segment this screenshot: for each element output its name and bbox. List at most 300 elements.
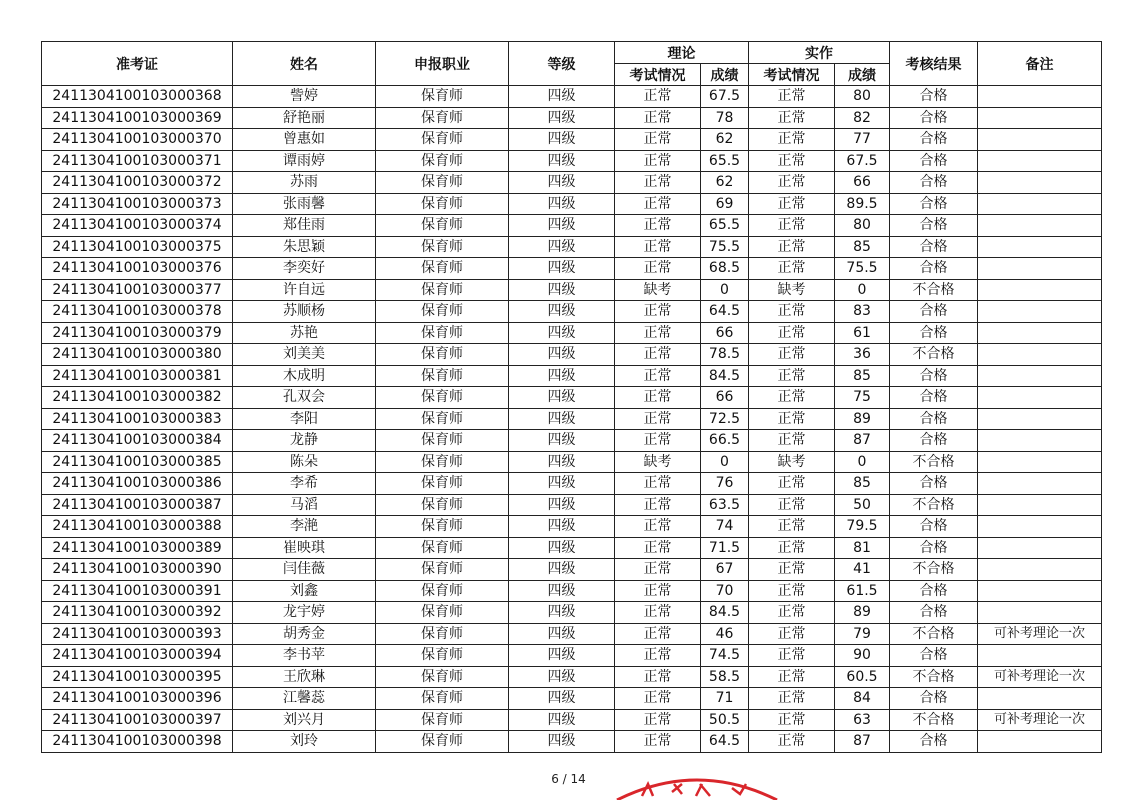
header-name: 姓名 <box>233 42 376 86</box>
cell-theory-score: 0 <box>701 451 749 473</box>
cell-practice-score: 82 <box>835 107 890 129</box>
cell-practice-score: 61.5 <box>835 580 890 602</box>
cell-id: 2411304100103000374 <box>42 215 233 237</box>
cell-theory-status: 正常 <box>615 258 701 280</box>
cell-result: 合格 <box>890 301 978 323</box>
cell-level: 四级 <box>509 215 615 237</box>
cell-result: 不合格 <box>890 279 978 301</box>
cell-occupation: 保育师 <box>376 731 509 753</box>
cell-name: 朱思颖 <box>233 236 376 258</box>
cell-occupation: 保育师 <box>376 107 509 129</box>
cell-theory-status: 正常 <box>615 537 701 559</box>
cell-theory-score: 58.5 <box>701 666 749 688</box>
cell-result: 合格 <box>890 537 978 559</box>
cell-remark <box>978 580 1102 602</box>
cell-level: 四级 <box>509 365 615 387</box>
cell-theory-status: 正常 <box>615 602 701 624</box>
cell-name: 李奕好 <box>233 258 376 280</box>
cell-occupation: 保育师 <box>376 408 509 430</box>
cell-name: 李阳 <box>233 408 376 430</box>
header-result: 考核结果 <box>890 42 978 86</box>
cell-result: 合格 <box>890 150 978 172</box>
cell-theory-status: 正常 <box>615 516 701 538</box>
cell-theory-status: 正常 <box>615 430 701 452</box>
cell-name: 李书苹 <box>233 645 376 667</box>
cell-id: 2411304100103000378 <box>42 301 233 323</box>
cell-theory-status: 正常 <box>615 107 701 129</box>
cell-name: 许自远 <box>233 279 376 301</box>
cell-practice-status: 正常 <box>749 473 835 495</box>
cell-id: 2411304100103000383 <box>42 408 233 430</box>
cell-theory-status: 正常 <box>615 387 701 409</box>
cell-occupation: 保育师 <box>376 344 509 366</box>
cell-name: 孔双会 <box>233 387 376 409</box>
cell-name: 刘鑫 <box>233 580 376 602</box>
cell-theory-score: 67 <box>701 559 749 581</box>
cell-name: 刘玲 <box>233 731 376 753</box>
cell-name: 舒艳丽 <box>233 107 376 129</box>
cell-practice-score: 80 <box>835 86 890 108</box>
cell-result: 合格 <box>890 516 978 538</box>
cell-occupation: 保育师 <box>376 258 509 280</box>
cell-name: 江馨蕊 <box>233 688 376 710</box>
cell-occupation: 保育师 <box>376 473 509 495</box>
cell-practice-score: 89 <box>835 602 890 624</box>
cell-theory-status: 正常 <box>615 623 701 645</box>
cell-result: 合格 <box>890 430 978 452</box>
cell-practice-score: 87 <box>835 731 890 753</box>
cell-occupation: 保育师 <box>376 193 509 215</box>
cell-id: 2411304100103000385 <box>42 451 233 473</box>
cell-theory-score: 75.5 <box>701 236 749 258</box>
cell-practice-score: 89 <box>835 408 890 430</box>
cell-level: 四级 <box>509 559 615 581</box>
cell-result: 合格 <box>890 473 978 495</box>
cell-practice-status: 缺考 <box>749 451 835 473</box>
cell-level: 四级 <box>509 430 615 452</box>
cell-practice-score: 81 <box>835 537 890 559</box>
cell-theory-status: 正常 <box>615 365 701 387</box>
cell-theory-score: 71.5 <box>701 537 749 559</box>
cell-occupation: 保育师 <box>376 86 509 108</box>
cell-id: 2411304100103000368 <box>42 86 233 108</box>
cell-name: 苏顺杨 <box>233 301 376 323</box>
cell-result: 合格 <box>890 258 978 280</box>
cell-theory-score: 66 <box>701 322 749 344</box>
cell-result: 不合格 <box>890 344 978 366</box>
cell-level: 四级 <box>509 408 615 430</box>
cell-practice-score: 75 <box>835 387 890 409</box>
cell-id: 2411304100103000392 <box>42 602 233 624</box>
cell-id: 2411304100103000376 <box>42 258 233 280</box>
cell-occupation: 保育师 <box>376 301 509 323</box>
cell-result: 合格 <box>890 236 978 258</box>
cell-remark <box>978 451 1102 473</box>
cell-result: 合格 <box>890 580 978 602</box>
cell-occupation: 保育师 <box>376 129 509 151</box>
cell-theory-status: 正常 <box>615 322 701 344</box>
table-row <box>42 731 1102 753</box>
table-row <box>42 129 1102 151</box>
cell-occupation: 保育师 <box>376 494 509 516</box>
cell-practice-status: 正常 <box>749 688 835 710</box>
cell-result: 不合格 <box>890 451 978 473</box>
cell-theory-score: 64.5 <box>701 301 749 323</box>
cell-result: 合格 <box>890 408 978 430</box>
cell-practice-score: 83 <box>835 301 890 323</box>
cell-theory-status: 正常 <box>615 709 701 731</box>
cell-practice-status: 正常 <box>749 516 835 538</box>
cell-practice-score: 79.5 <box>835 516 890 538</box>
table-row <box>42 666 1102 688</box>
cell-theory-status: 正常 <box>615 494 701 516</box>
cell-occupation: 保育师 <box>376 580 509 602</box>
cell-remark: 可补考理论一次 <box>978 666 1102 688</box>
table-row <box>42 494 1102 516</box>
table-row <box>42 279 1102 301</box>
cell-id: 2411304100103000397 <box>42 709 233 731</box>
cell-practice-status: 正常 <box>749 666 835 688</box>
cell-id: 2411304100103000388 <box>42 516 233 538</box>
cell-occupation: 保育师 <box>376 623 509 645</box>
cell-theory-score: 65.5 <box>701 150 749 172</box>
cell-practice-score: 63 <box>835 709 890 731</box>
cell-level: 四级 <box>509 107 615 129</box>
cell-occupation: 保育师 <box>376 387 509 409</box>
cell-remark <box>978 602 1102 624</box>
cell-occupation: 保育师 <box>376 279 509 301</box>
cell-theory-score: 72.5 <box>701 408 749 430</box>
header-practice: 实作 <box>749 42 890 64</box>
page-number: 6 / 14 <box>551 772 586 786</box>
cell-practice-score: 50 <box>835 494 890 516</box>
cell-practice-status: 正常 <box>749 129 835 151</box>
cell-result: 合格 <box>890 129 978 151</box>
cell-result: 合格 <box>890 387 978 409</box>
cell-name: 刘兴月 <box>233 709 376 731</box>
cell-practice-score: 41 <box>835 559 890 581</box>
cell-practice-status: 正常 <box>749 537 835 559</box>
cell-result: 合格 <box>890 602 978 624</box>
cell-practice-score: 36 <box>835 344 890 366</box>
cell-id: 2411304100103000373 <box>42 193 233 215</box>
cell-practice-status: 正常 <box>749 258 835 280</box>
cell-occupation: 保育师 <box>376 645 509 667</box>
cell-theory-status: 正常 <box>615 731 701 753</box>
cell-practice-score: 79 <box>835 623 890 645</box>
cell-practice-score: 66 <box>835 172 890 194</box>
cell-occupation: 保育师 <box>376 365 509 387</box>
cell-name: 苏雨 <box>233 172 376 194</box>
cell-theory-score: 64.5 <box>701 731 749 753</box>
cell-remark <box>978 172 1102 194</box>
cell-level: 四级 <box>509 279 615 301</box>
cell-theory-score: 46 <box>701 623 749 645</box>
cell-level: 四级 <box>509 516 615 538</box>
cell-practice-status: 正常 <box>749 365 835 387</box>
cell-practice-score: 90 <box>835 645 890 667</box>
cell-result: 合格 <box>890 322 978 344</box>
cell-level: 四级 <box>509 666 615 688</box>
cell-name: 曾惠如 <box>233 129 376 151</box>
cell-theory-score: 66.5 <box>701 430 749 452</box>
cell-practice-score: 84 <box>835 688 890 710</box>
table-row <box>42 365 1102 387</box>
cell-practice-score: 85 <box>835 473 890 495</box>
cell-id: 2411304100103000370 <box>42 129 233 151</box>
cell-practice-score: 87 <box>835 430 890 452</box>
cell-theory-score: 71 <box>701 688 749 710</box>
cell-id: 2411304100103000396 <box>42 688 233 710</box>
cell-theory-status: 正常 <box>615 150 701 172</box>
table-row <box>42 451 1102 473</box>
cell-occupation: 保育师 <box>376 602 509 624</box>
cell-theory-status: 正常 <box>615 688 701 710</box>
table-row <box>42 645 1102 667</box>
cell-result: 合格 <box>890 107 978 129</box>
cell-theory-score: 76 <box>701 473 749 495</box>
cell-id: 2411304100103000381 <box>42 365 233 387</box>
cell-theory-score: 63.5 <box>701 494 749 516</box>
cell-level: 四级 <box>509 172 615 194</box>
cell-theory-score: 62 <box>701 172 749 194</box>
cell-theory-score: 84.5 <box>701 602 749 624</box>
cell-id: 2411304100103000379 <box>42 322 233 344</box>
cell-remark <box>978 193 1102 215</box>
cell-id: 2411304100103000386 <box>42 473 233 495</box>
cell-occupation: 保育师 <box>376 172 509 194</box>
cell-theory-status: 正常 <box>615 172 701 194</box>
cell-theory-status: 正常 <box>615 193 701 215</box>
cell-level: 四级 <box>509 623 615 645</box>
cell-remark <box>978 645 1102 667</box>
cell-occupation: 保育师 <box>376 559 509 581</box>
cell-practice-status: 正常 <box>749 602 835 624</box>
cell-level: 四级 <box>509 150 615 172</box>
cell-id: 2411304100103000375 <box>42 236 233 258</box>
table-row <box>42 258 1102 280</box>
header-practice-score: 成绩 <box>835 64 890 86</box>
cell-id: 2411304100103000371 <box>42 150 233 172</box>
cell-id: 2411304100103000372 <box>42 172 233 194</box>
cell-practice-score: 61 <box>835 322 890 344</box>
cell-id: 2411304100103000390 <box>42 559 233 581</box>
table-row <box>42 602 1102 624</box>
cell-level: 四级 <box>509 387 615 409</box>
table-row <box>42 215 1102 237</box>
cell-occupation: 保育师 <box>376 430 509 452</box>
cell-level: 四级 <box>509 301 615 323</box>
cell-remark <box>978 107 1102 129</box>
cell-name: 胡秀金 <box>233 623 376 645</box>
cell-practice-score: 0 <box>835 279 890 301</box>
cell-level: 四级 <box>509 129 615 151</box>
cell-practice-status: 正常 <box>749 86 835 108</box>
cell-practice-status: 正常 <box>749 559 835 581</box>
cell-remark <box>978 408 1102 430</box>
cell-id: 2411304100103000398 <box>42 731 233 753</box>
cell-theory-status: 正常 <box>615 645 701 667</box>
header-theory: 理论 <box>615 42 749 64</box>
cell-practice-status: 正常 <box>749 193 835 215</box>
cell-id: 2411304100103000387 <box>42 494 233 516</box>
cell-remark <box>978 387 1102 409</box>
cell-name: 崔映琪 <box>233 537 376 559</box>
cell-result: 合格 <box>890 645 978 667</box>
cell-result: 不合格 <box>890 559 978 581</box>
cell-remark <box>978 365 1102 387</box>
cell-remark <box>978 559 1102 581</box>
cell-level: 四级 <box>509 236 615 258</box>
cell-level: 四级 <box>509 645 615 667</box>
cell-level: 四级 <box>509 537 615 559</box>
cell-level: 四级 <box>509 709 615 731</box>
cell-name: 陈朵 <box>233 451 376 473</box>
table-row <box>42 537 1102 559</box>
cell-level: 四级 <box>509 322 615 344</box>
cell-result: 不合格 <box>890 494 978 516</box>
cell-theory-status: 正常 <box>615 408 701 430</box>
table-row <box>42 559 1102 581</box>
cell-remark <box>978 215 1102 237</box>
cell-practice-score: 67.5 <box>835 150 890 172</box>
cell-level: 四级 <box>509 688 615 710</box>
cell-id: 2411304100103000384 <box>42 430 233 452</box>
cell-result: 合格 <box>890 193 978 215</box>
cell-theory-status: 正常 <box>615 580 701 602</box>
cell-remark <box>978 301 1102 323</box>
cell-theory-score: 84.5 <box>701 365 749 387</box>
cell-theory-score: 78 <box>701 107 749 129</box>
cell-theory-status: 正常 <box>615 473 701 495</box>
cell-name: 訾婷 <box>233 86 376 108</box>
cell-remark <box>978 86 1102 108</box>
cell-occupation: 保育师 <box>376 451 509 473</box>
table-row <box>42 430 1102 452</box>
cell-result: 合格 <box>890 731 978 753</box>
cell-id: 2411304100103000382 <box>42 387 233 409</box>
cell-name: 李滟 <box>233 516 376 538</box>
cell-theory-score: 62 <box>701 129 749 151</box>
cell-id: 2411304100103000369 <box>42 107 233 129</box>
header-remark: 备注 <box>978 42 1102 86</box>
cell-level: 四级 <box>509 602 615 624</box>
cell-theory-score: 0 <box>701 279 749 301</box>
table-row <box>42 236 1102 258</box>
results-table <box>41 41 1102 753</box>
cell-remark <box>978 430 1102 452</box>
official-seal-fragment <box>612 770 782 800</box>
cell-level: 四级 <box>509 193 615 215</box>
cell-id: 2411304100103000393 <box>42 623 233 645</box>
cell-name: 龙宇婷 <box>233 602 376 624</box>
cell-occupation: 保育师 <box>376 322 509 344</box>
cell-practice-score: 89.5 <box>835 193 890 215</box>
cell-level: 四级 <box>509 494 615 516</box>
table-row <box>42 709 1102 731</box>
cell-theory-score: 50.5 <box>701 709 749 731</box>
cell-theory-status: 缺考 <box>615 279 701 301</box>
cell-practice-status: 正常 <box>749 301 835 323</box>
cell-name: 谭雨婷 <box>233 150 376 172</box>
cell-remark <box>978 516 1102 538</box>
cell-result: 不合格 <box>890 709 978 731</box>
cell-name: 龙静 <box>233 430 376 452</box>
cell-level: 四级 <box>509 451 615 473</box>
cell-practice-score: 85 <box>835 365 890 387</box>
cell-theory-score: 70 <box>701 580 749 602</box>
cell-name: 木成明 <box>233 365 376 387</box>
cell-name: 苏艳 <box>233 322 376 344</box>
cell-name: 刘美美 <box>233 344 376 366</box>
cell-name: 李希 <box>233 473 376 495</box>
cell-result: 合格 <box>890 86 978 108</box>
cell-name: 闫佳薇 <box>233 559 376 581</box>
header-practice-status: 考试情况 <box>749 64 835 86</box>
table-row <box>42 322 1102 344</box>
cell-occupation: 保育师 <box>376 688 509 710</box>
cell-practice-status: 正常 <box>749 322 835 344</box>
cell-practice-status: 正常 <box>749 731 835 753</box>
cell-theory-score: 78.5 <box>701 344 749 366</box>
table-row <box>42 86 1102 108</box>
cell-theory-score: 66 <box>701 387 749 409</box>
header-theory-score: 成绩 <box>701 64 749 86</box>
cell-name: 王欣琳 <box>233 666 376 688</box>
cell-practice-status: 正常 <box>749 387 835 409</box>
table-row <box>42 408 1102 430</box>
cell-level: 四级 <box>509 344 615 366</box>
cell-theory-status: 缺考 <box>615 451 701 473</box>
cell-practice-status: 缺考 <box>749 279 835 301</box>
cell-remark <box>978 494 1102 516</box>
cell-practice-status: 正常 <box>749 623 835 645</box>
cell-result: 不合格 <box>890 623 978 645</box>
cell-level: 四级 <box>509 580 615 602</box>
cell-level: 四级 <box>509 258 615 280</box>
cell-remark <box>978 258 1102 280</box>
cell-occupation: 保育师 <box>376 516 509 538</box>
header-id: 准考证 <box>42 42 233 86</box>
cell-remark <box>978 688 1102 710</box>
cell-level: 四级 <box>509 731 615 753</box>
table-row <box>42 107 1102 129</box>
header-level: 等级 <box>509 42 615 86</box>
cell-theory-status: 正常 <box>615 129 701 151</box>
cell-occupation: 保育师 <box>376 215 509 237</box>
cell-id: 2411304100103000391 <box>42 580 233 602</box>
cell-name: 马滔 <box>233 494 376 516</box>
cell-practice-score: 0 <box>835 451 890 473</box>
cell-remark <box>978 129 1102 151</box>
table-row <box>42 516 1102 538</box>
table-row <box>42 301 1102 323</box>
table-body <box>42 86 1102 753</box>
cell-practice-status: 正常 <box>749 172 835 194</box>
cell-practice-status: 正常 <box>749 408 835 430</box>
cell-remark <box>978 731 1102 753</box>
cell-theory-score: 74.5 <box>701 645 749 667</box>
cell-practice-status: 正常 <box>749 645 835 667</box>
cell-occupation: 保育师 <box>376 150 509 172</box>
cell-remark <box>978 344 1102 366</box>
cell-theory-score: 69 <box>701 193 749 215</box>
cell-id: 2411304100103000380 <box>42 344 233 366</box>
cell-theory-score: 68.5 <box>701 258 749 280</box>
cell-occupation: 保育师 <box>376 709 509 731</box>
cell-result: 合格 <box>890 688 978 710</box>
cell-occupation: 保育师 <box>376 236 509 258</box>
